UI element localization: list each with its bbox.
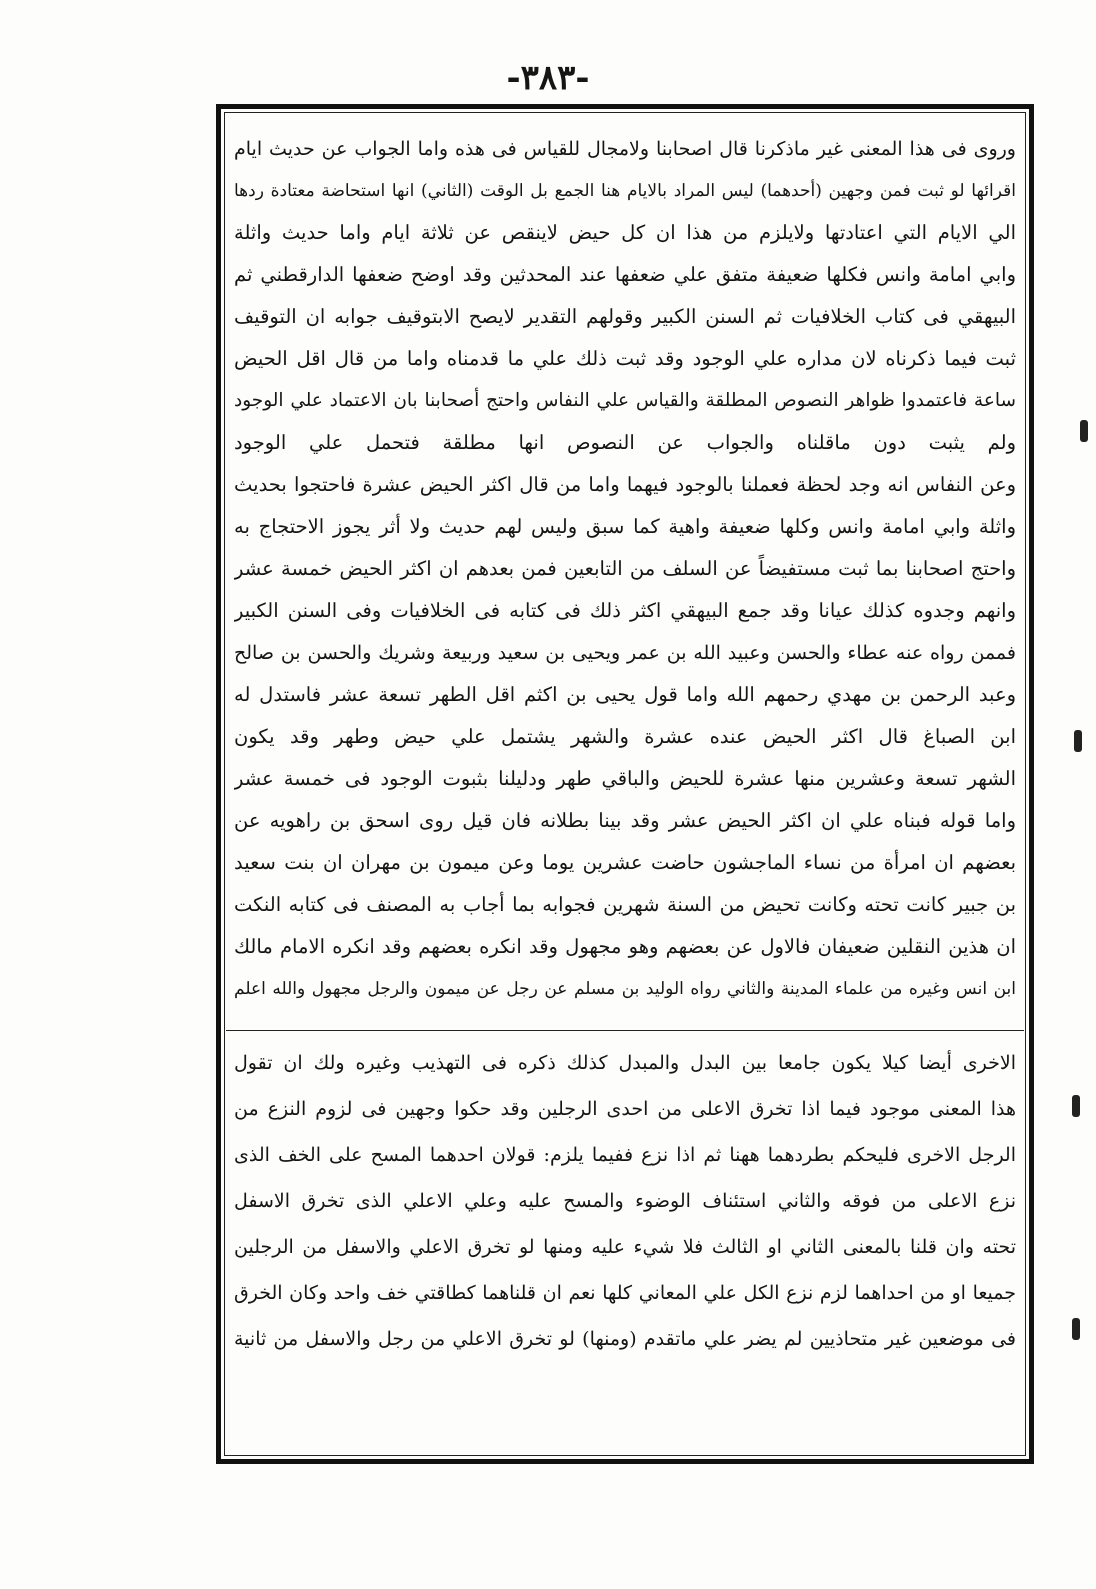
footnote-line: فى موضعين غير متحاذيين لم يضر علي ماتقدم (ومنها) لو تخرق الاعلي من رجل والاسفل من ثانية: [234, 1328, 1016, 1350]
main-text-line: وابي امامة وانس فكلها ضعيفة متفق علي ضعفها عند المحدثين وقد اوضح ضعفها الدارقطني ثم: [234, 263, 1016, 286]
main-text-line: وروى فى هذا المعنى غير ماذكرنا قال اصحابنا ولامجال للقياس فى هذه واما الجواب عن حديث ايام: [234, 138, 1016, 160]
footnote-line: نزع الاعلى من فوقه والثاني استئناف الوضوء والمسح عليه وعلي الاعلي الذى تخرق الاسفل: [234, 1190, 1016, 1212]
footnote-line: الرجل الاخرى فليحكم بطردهما ههنا ثم اذا نزع ففيما يلزم: قولان احدهما المسح على الخف الذى: [234, 1144, 1016, 1166]
main-text-line: ساعة فاعتمدوا ظواهر النصوص المطلقة والقياس علي النفاس واحتج أصحابنا بان الاعتماد علي الوجود: [234, 390, 1016, 411]
footnote-line: جميعا او من احداهما لزم نزع الكل علي المعاني كلها نعم ان قلناهما كطاقتي خف واحد وكان الخرق: [234, 1282, 1016, 1304]
footnote-line: الاخرى أيضا كيلا يكون جامعا بين البدل والمبدل كذلك ذكره فى التهذيب وغيره ولك ان تقول: [234, 1052, 1016, 1074]
page-number: -٣٨٣-: [506, 58, 590, 98]
scan-margin-mark: [1080, 420, 1088, 442]
main-text-line: واثلة وابي امامة وانس وكلها ضعيفة واهية كما سبق وليس لهم حديث ولا أثر يجوز الاحتجاج به: [234, 515, 1016, 538]
main-text-line: فممن رواه عنه عطاء والحسن وعبيد الله بن عمر ويحيى بن سعيد وربيعة وشريك والحسن بن صالح: [234, 642, 1016, 664]
main-text-line: الي الايام التي اعتادتها ولايلزم من هذا ان كل حيض لاينقص عن ثلاثة ايام واما حديث واثلة: [234, 221, 1016, 244]
main-text-line: الشهر تسعة وعشرين منها عشرة للحيض والباقي طهر ودليلنا بثبوت الوجود فى خمسة عشر: [234, 767, 1016, 790]
footnote-line: تحته وان قلنا بالمعنى الثاني او الثالث فلا شيء عليه ومنها لو تخرق الاعلي والاسفل من الرجلين: [234, 1236, 1016, 1258]
footnote-text: [234, 1040, 1016, 1362]
main-text-line: ان هذين النقلين ضعيفان فالاول عن بعضهم وهو مجهول وقد انكره بعضهم وقد انكره الامام مالك: [234, 935, 1016, 958]
main-text-line: اقرائها لو ثبت فمن وجهين (أحدهما) ليس المراد بالايام هنا الجمع بل الوقت (الثاني) انها استحاضة معتادة ردها: [234, 181, 1016, 201]
scan-margin-mark: [1072, 1095, 1080, 1117]
main-text-line: واحتج اصحابنا بما ثبت مستفيضاً عن السلف من التابعين فمن بعدهم ان اكثر الحيض خمسة عشر: [234, 557, 1016, 580]
main-text-line: ثبت فيما ذكرناه لان مداره علي الوجود وقد ثبت ذلك علي ما قدمناه واما من قال اقل الحيض: [234, 347, 1016, 370]
main-text: [234, 128, 1016, 1010]
section-divider: [226, 1030, 1024, 1031]
main-text-line: وعبد الرحمن بن مهدي رحمهم الله واما قول يحيى بن اكثم اقل الطهر تسعة عشر فاستدل له: [234, 683, 1016, 706]
main-text-line: وانهم وجدوه كذلك عيانا وقد جمع البيهقي اكثر ذلك فى كتابه فى الخلافيات وفى السنن الكبير: [234, 599, 1016, 622]
main-text-line: بعضهم ان امرأة من نساء الماجشون حاضت عشرين يوما وعن ميمون بن مهران ان بنت سعيد: [234, 851, 1016, 874]
main-text-line: البيهقي فى كتاب الخلافيات ثم السنن الكبير وقولهم التقدير لايصح الابتوقيف جوابه ان التوقيف: [234, 305, 1016, 328]
main-text-line: ولم يثبت دون ماقلناه والجواب عن النصوص انها مطلقة فتحمل علي الوجود: [234, 431, 1016, 454]
main-text-line: ابن الصباغ قال اكثر الحيض عنده عشرة والشهر يشتمل علي حيض وطهر وقد يكون: [234, 725, 1016, 748]
scan-margin-mark: [1074, 730, 1082, 752]
footnote-line: هذا المعنى موجود فيما اذا تخرق الاعلى من احدى الرجلين وقد حكوا وجهين فى لزوم النزع من: [234, 1098, 1016, 1120]
scan-margin-mark: [1072, 1318, 1080, 1340]
main-text-line: ابن انس وغيره من علماء المدينة والثاني رواه الوليد بن مسلم عن رجل عن ميمون والرجل مجهول والله اعلم: [234, 979, 1016, 999]
main-text-line: واما قوله فبناه علي ان اكثر الحيض عشر وقد بينا بطلانه فان قيل روى اسحق بن راهويه عن: [234, 809, 1016, 832]
main-text-line: وعن النفاس انه وجد لحظة فعملنا بالوجود فيهما واما من قال اكثر الحيض عشرة فاحتجوا بحديث: [234, 473, 1016, 496]
main-text-line: بن جبير كانت تحته وكانت تحيض من السنة شهرين فجوابه بما أجاب به المصنف فى كتابه النكت: [234, 893, 1016, 916]
